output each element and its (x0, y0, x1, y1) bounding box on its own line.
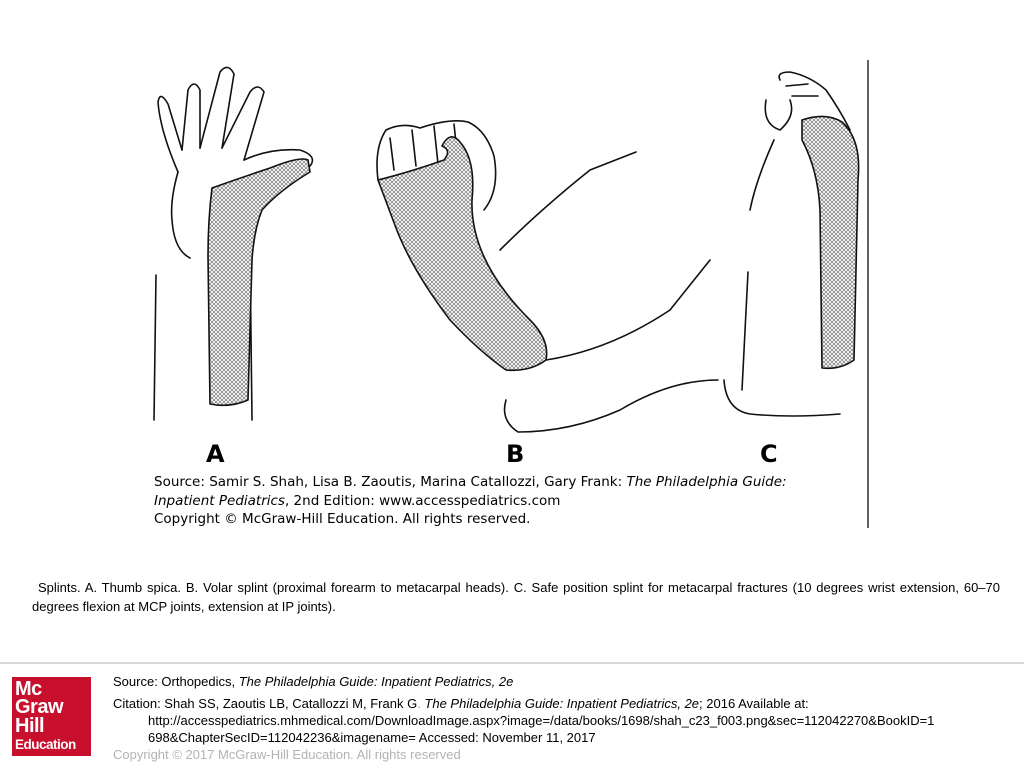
splint-b (378, 137, 547, 370)
footer-url-line-2: 698&ChapterSecID=112042236&imagename= Accessed: November 11, 2017 (148, 730, 596, 745)
splint-c (802, 116, 859, 368)
splints-figure (150, 60, 870, 528)
footer-source: Source: Orthopedics, The Philadelphia Guide: Inpatient Pediatrics, 2e (113, 674, 514, 689)
panel-label-b: B (506, 440, 525, 468)
footer-divider (0, 662, 1024, 664)
footer-citation: Citation: Shah SS, Zaoutis LB, Catallozzi M, Frank G. The Philadelphia Guide: Inpatient Pediatrics, 2e; 2016 Available at: (113, 696, 809, 711)
panel-label-c: C (760, 440, 778, 468)
figure-source-line-3: Copyright © McGraw-Hill Education. All rights reserved. (154, 511, 531, 527)
figure-source-line-2: Inpatient Pediatrics, 2nd Edition: www.accesspediatrics.com (154, 493, 561, 509)
mcgraw-hill-logo: Mc Graw Hill Education (12, 677, 91, 756)
footer-copyright: Copyright © 2017 McGraw-Hill Education. All rights reserved (113, 747, 461, 762)
footer-url-line-1[interactable]: http://accesspediatrics.mhmedical.com/DownloadImage.aspx?image=/data/books/1698/shah_c23_f003.png&sec=112042270&BookID=1 (148, 713, 935, 728)
figure-caption: Splints. A. Thumb spica. B. Volar splint (proximal forearm to metacarpal heads). C. Safe position splint for metacarpal fractures (10 degrees wrist extension, 60–70 degrees flexion at MCP joints, extension at IP joints). (32, 580, 1000, 614)
splint-a (208, 159, 310, 405)
figure-source-line-1: Source: Samir S. Shah, Lisa B. Zaoutis, Marina Catallozzi, Gary Frank: The Philadelphia Guide: (154, 474, 787, 490)
panel-label-a: A (206, 440, 225, 468)
